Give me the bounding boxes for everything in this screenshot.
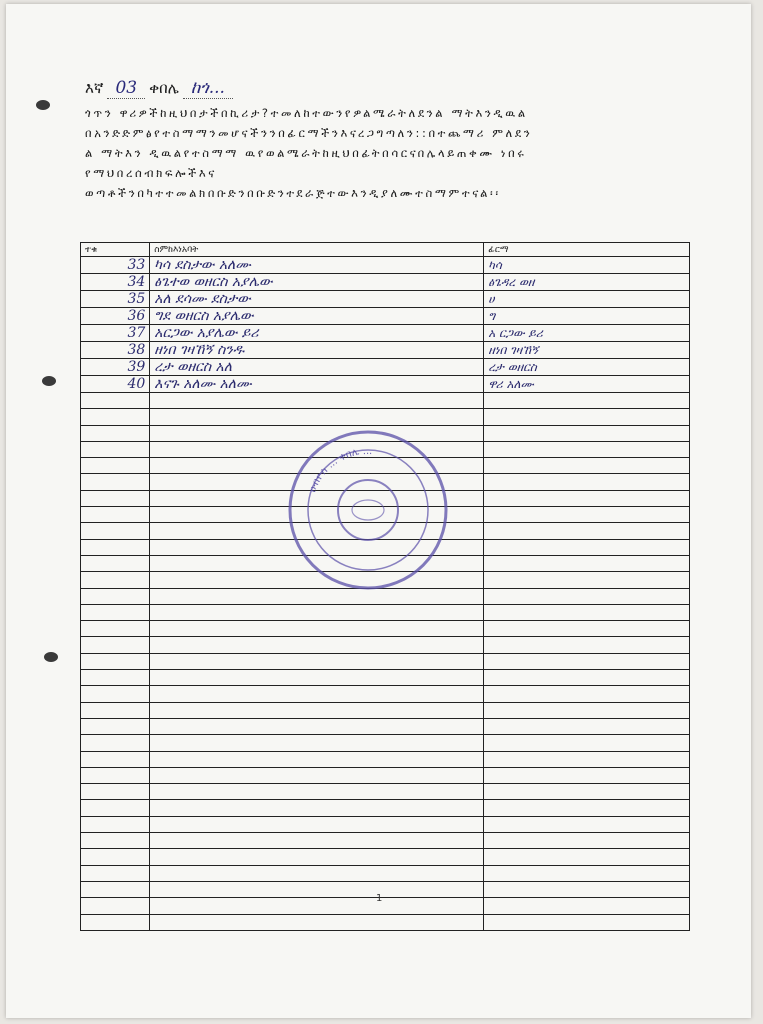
empty-cell [484,653,690,669]
empty-cell [150,751,484,767]
empty-cell [484,735,690,751]
column-header-name: ስምከእነአባት [150,243,484,257]
table-row-empty [81,604,690,620]
empty-cell [150,621,484,637]
empty-cell [484,865,690,881]
empty-cell [484,523,690,539]
row-number: 33 [81,257,150,274]
row-signature: ዋሪ አለሙ [484,376,690,393]
table-row-empty [81,800,690,816]
row-signature: ረታ ወዘርስ [484,359,690,376]
table-row [81,376,690,393]
table-row-empty [81,881,690,897]
empty-cell [484,621,690,637]
empty-cell [484,539,690,555]
paragraph-line: ጎጥን ዋሪዎችከዚህበታችበኪሪታ?ተመለከተውንየዎልሜራትለደንል ማትእንዲዉል [85,106,528,120]
empty-cell [150,702,484,718]
empty-cell [81,507,150,523]
row-name: አለ ደሳሙ ደስታው [150,291,484,308]
empty-cell [484,393,690,409]
empty-cell [81,849,150,865]
empty-cell [484,784,690,800]
empty-cell [81,458,150,474]
page-number: 1 [376,893,383,904]
empty-cell [81,653,150,669]
svg-text:ዐብዮስ ... ቀበሌ ... [307,446,372,494]
row-name: ካሳ ደስታው አለሙ [150,257,484,274]
empty-cell [484,914,690,930]
paragraph-line: በአንድድምፅየተስማማንመሆናችንንበፊርማችንእናረጋግጣለን::በተጨማሪ ምለደን [85,126,533,140]
empty-cell [81,751,150,767]
empty-cell [484,637,690,653]
table-row-empty [81,914,690,930]
empty-cell [81,572,150,588]
table-row-empty [81,653,690,669]
empty-cell [81,670,150,686]
row-number: 35 [81,291,150,308]
row-signature: ዘነበ ገዛኸኝ [484,342,690,359]
table-row [81,291,690,308]
empty-cell [150,393,484,409]
row-signature: ፅጌዳረ ወዘ [484,274,690,291]
punch-hole [36,100,50,110]
official-stamp [282,430,452,590]
agreement-paragraph [85,103,685,203]
row-number: 37 [81,325,150,342]
empty-cell [484,425,690,441]
empty-cell [484,816,690,832]
table-row [81,325,690,342]
row-signature: ግ [484,308,690,325]
empty-cell [81,604,150,620]
row-number: 40 [81,376,150,393]
empty-cell [484,572,690,588]
empty-cell [150,653,484,669]
row-signature: ሀ [484,291,690,308]
empty-cell [81,441,150,457]
row-name: ረታ ወዘርስ አለ [150,359,484,376]
empty-cell [81,816,150,832]
table-row-empty [81,393,690,409]
empty-cell [81,490,150,506]
empty-cell [81,735,150,751]
empty-cell [150,881,484,897]
empty-cell [484,490,690,506]
row-name: ዘነበ ገዛኸኝ ስንዱ [150,342,484,359]
empty-cell [81,718,150,734]
row-name: አርጋው አያሌው ይሪ [150,325,484,342]
empty-cell [81,393,150,409]
empty-cell [484,507,690,523]
row-name: እናጉ አለሙ አለሙ [150,376,484,393]
empty-cell [484,833,690,849]
table-row [81,308,690,325]
empty-cell [150,637,484,653]
empty-cell [150,767,484,783]
empty-cell [150,604,484,620]
table-row-empty [81,686,690,702]
empty-cell [150,686,484,702]
empty-cell [81,702,150,718]
row-number: 36 [81,308,150,325]
empty-cell [81,881,150,897]
empty-cell [484,849,690,865]
row-number: 34 [81,274,150,291]
empty-cell [81,523,150,539]
stamp-text: ዐብዮስ ... ቀበሌ ... [307,445,373,494]
table-row-empty [81,588,690,604]
empty-cell [81,914,150,930]
table-header-row [81,243,690,257]
table-row-empty [81,718,690,734]
empty-cell [150,833,484,849]
table-row-empty [81,751,690,767]
empty-cell [484,686,690,702]
table-row-empty [81,767,690,783]
empty-cell [81,425,150,441]
kebele-value: ከጎ... [183,78,233,99]
table-row [81,257,690,274]
table-row-empty [81,865,690,881]
empty-cell [484,441,690,457]
table-row-empty [81,637,690,653]
empty-cell [484,409,690,425]
empty-cell [484,458,690,474]
empty-cell [484,670,690,686]
empty-cell [150,409,484,425]
empty-cell [150,865,484,881]
empty-cell [150,816,484,832]
empty-cell [81,767,150,783]
empty-cell [81,539,150,555]
label-kebele: ቀበሌ [149,79,179,97]
table-row-empty [81,409,690,425]
empty-cell [484,898,690,914]
table-row [81,274,690,291]
row-name: ግደ ወዘርስ አያሌው [150,308,484,325]
table-row-empty [81,784,690,800]
punch-hole [42,376,56,386]
empty-cell [81,784,150,800]
paragraph-line: የማህበረሰብክፍሎችእና [85,166,217,180]
table-row-empty [81,816,690,832]
empty-cell [81,865,150,881]
row-number: 39 [81,359,150,376]
empty-cell [81,898,150,914]
table-row-empty [81,833,690,849]
paragraph-line: ል ማትእን ዲዉልየተስማማ ዉየወልሜራትከዚህበፊትበሳርናበሌላይጠቀሙ ነበሩ [85,146,527,160]
empty-cell [150,670,484,686]
empty-cell [150,849,484,865]
column-header-number: ተቁ [81,243,150,257]
table-row-empty [81,670,690,686]
row-number: 38 [81,342,150,359]
empty-cell [81,588,150,604]
empty-cell [484,604,690,620]
empty-cell [484,702,690,718]
empty-cell [484,881,690,897]
empty-cell [484,751,690,767]
empty-cell [150,588,484,604]
empty-cell [484,555,690,571]
empty-cell [81,409,150,425]
table-row [81,342,690,359]
empty-cell [484,718,690,734]
empty-cell [81,474,150,490]
empty-cell [150,784,484,800]
empty-cell [150,735,484,751]
label-number: እኛ [85,79,104,97]
column-header-signature: ፊርማ [484,243,690,257]
empty-cell [81,637,150,653]
table-row-empty [81,621,690,637]
empty-cell [150,898,484,914]
punch-hole [44,652,58,662]
empty-cell [150,800,484,816]
empty-cell [484,474,690,490]
empty-cell [81,686,150,702]
empty-cell [484,588,690,604]
table-body [81,257,690,931]
paragraph-line: ወጣቶችንበካተተመልክበቡድንበቡድንተደራጅተውእንዲያለሙተስማምተናል፡፡ [85,186,501,200]
header-line [85,78,685,99]
table-row-empty [81,702,690,718]
empty-cell [150,914,484,930]
empty-cell [81,555,150,571]
table-row-empty [81,735,690,751]
row-signature: ካሳ [484,257,690,274]
table-row [81,359,690,376]
number-value: 03 [107,78,145,99]
empty-cell [81,833,150,849]
empty-cell [81,800,150,816]
row-signature: አ ርጋው ይሪ [484,325,690,342]
empty-cell [484,767,690,783]
document-header [85,78,685,203]
row-name: ፅጌተወ ወዘርስ አያሌው [150,274,484,291]
empty-cell [81,621,150,637]
table-row-empty [81,898,690,914]
empty-cell [150,718,484,734]
table-row-empty [81,849,690,865]
empty-cell [484,800,690,816]
